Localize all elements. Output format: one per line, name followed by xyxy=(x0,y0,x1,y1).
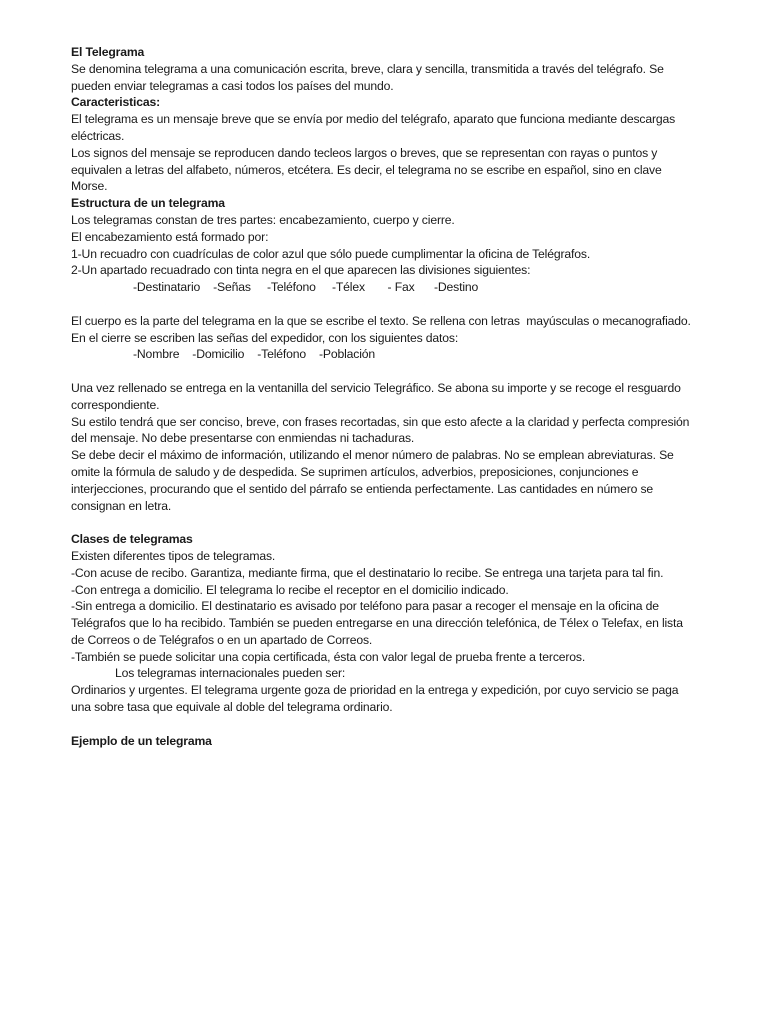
spacer xyxy=(71,716,733,733)
clases-line-1: Existen diferentes tipos de telegramas. xyxy=(71,548,276,563)
entrega-line-1: Una vez rellenado se entrega en la ventanilla del servicio Telegráfico. Se abona su importe y se recoge el resguardo xyxy=(71,380,681,395)
clases-line-7: -También se puede solicitar una copia certificada, ésta con valor legal de prueba frente a terceros. xyxy=(71,649,586,664)
clases-tail-2: una sobre tasa que equivale al doble del telegrama ordinario. xyxy=(71,700,393,715)
entrega-line-7: interjecciones, procurando que el sentido del párrafo se entienda perfectamente. Las cantidades en número se xyxy=(71,481,654,496)
intro-line-2: pueden enviar telegramas a casi todos los países del mundo. xyxy=(71,78,394,93)
clases-heading: Clases de telegramas xyxy=(71,532,193,547)
spacer xyxy=(71,363,733,380)
caracteristicas-heading: Caracteristicas: xyxy=(71,95,161,110)
caracteristicas-line-1: El telegrama es un mensaje breve que se envía por medio del telégrafo, aparato que funciona mediante descargas xyxy=(71,112,676,127)
cuerpo-line-1: El cuerpo es la parte del telegrama en la que se escribe el texto. Se rellena con letras mayúsculas o mecanografiado. xyxy=(71,313,691,328)
estructura-line-1: Los telegramas constan de tres partes: encabezamiento, cuerpo y cierre. xyxy=(71,212,455,227)
estructura-line-2: El encabezamiento está formado por: xyxy=(71,229,269,244)
intro-line-1: Se denomina telegrama a una comunicación escrita, breve, clara y sencilla, transmitida a través del telégrafo. Se xyxy=(71,61,664,76)
cierre-datos: -Nombre -Domicilio -Teléfono -Población xyxy=(133,347,376,362)
caracteristicas-line-5: Morse. xyxy=(71,179,108,194)
estructura-line-4: 2-Un apartado recuadrado con tinta negra en el que aparecen las divisiones siguientes: xyxy=(71,263,531,278)
document-title: El Telegrama xyxy=(71,45,145,59)
clases-line-6: de Correos o de Telégrafos o en un apartado de Correos. xyxy=(71,632,373,647)
entrega-line-8: consignan en letra. xyxy=(71,498,172,513)
entrega-line-6: omite la fórmula de saludo y de despedida. Se suprimen artículos, adverbios, preposiciones, conjunciones e xyxy=(71,464,639,479)
document-page xyxy=(71,44,733,749)
entrega-line-5: Se debe decir el máximo de información, utilizando el menor número de palabras. No se emplean abreviaturas. Se xyxy=(71,448,674,463)
estructura-divisions: -Destinatario -Señas -Teléfono -Télex - Fax -Destino xyxy=(133,280,479,295)
ejemplo-heading: Ejemplo de un telegrama xyxy=(71,733,212,748)
estructura-line-3: 1-Un recuadro con cuadrículas de color azul que sólo puede cumplimentar la oficina de Telégrafos. xyxy=(71,246,591,261)
caracteristicas-line-4: equivalen a letras del alfabeto, números, etcétera. Es decir, el telegrama no se escribe en español, sino en clave xyxy=(71,162,662,177)
internacionales-line: Los telegramas internacionales pueden ser: xyxy=(115,666,346,681)
caracteristicas-line-3: Los signos del mensaje se reproducen dando tecleos largos o breves, que se representan con rayas o puntos y xyxy=(71,145,658,160)
clases-line-2: -Con acuse de recibo. Garantiza, mediante firma, que el destinatario lo recibe. Se entrega una tarjeta para tal fin. xyxy=(71,565,664,580)
cuerpo-line-2: En el cierre se escriben las señas del expedidor, con los siguientes datos: xyxy=(71,330,459,345)
caracteristicas-line-2: eléctricas. xyxy=(71,128,125,143)
entrega-line-4: del mensaje. No debe presentarse con enmiendas ni tachaduras. xyxy=(71,431,415,446)
spacer xyxy=(71,296,733,313)
estructura-heading: Estructura de un telegrama xyxy=(71,196,225,211)
clases-tail-1: Ordinarios y urgentes. El telegrama urgente goza de prioridad en la entrega y expedición, por cuyo servicio se paga xyxy=(71,683,679,698)
clases-line-4: -Sin entrega a domicilio. El destinatario es avisado por teléfono para pasar a recoger el mensaje en la oficina de xyxy=(71,599,659,614)
clases-line-3: -Con entrega a domicilio. El telegrama lo recibe el receptor en el domicilio indicado. xyxy=(71,582,509,597)
entrega-line-3: Su estilo tendrá que ser conciso, breve, con frases recortadas, sin que esto afecte a la claridad y perfecta compresión xyxy=(71,414,690,429)
entrega-line-2: correspondiente. xyxy=(71,397,160,412)
clases-line-5: Telégrafos que lo ha recibido. También se pueden entregarse en una dirección telefónica, de Télex o Telefax, en lista xyxy=(71,616,683,631)
spacer xyxy=(71,514,733,531)
